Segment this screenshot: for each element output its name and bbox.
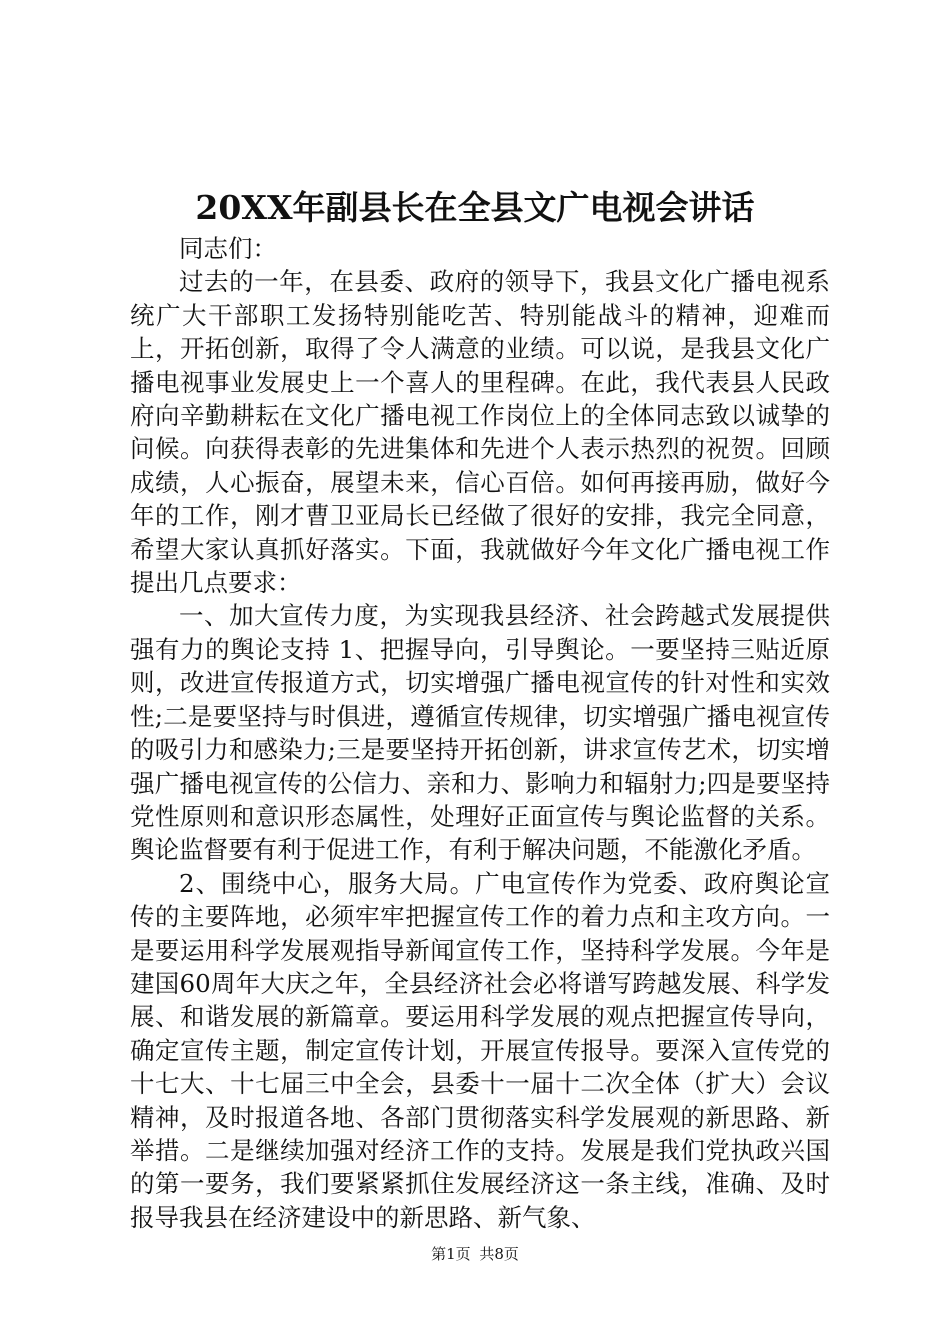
paragraph: 一、加大宣传力度，为实现我县经济、社会跨越式发展提供强有力的舆论支持 1、把握导向，引导舆论。一要坚持三贴近原则，改进宣传报道方式，切实增强广播电视宣传的针对性和实效性;二是要坚持与时俱进，遵循宣传规律，切实增强广播电视宣传的吸引力和感染力;三是要坚持开拓创新，讲求宣传艺术，切实增强广播电视宣传的公信力、亲和力、影响力和辐射力;四是要坚持党性原则和意识形态属性，处理好正面宣传与舆论监督的关系。舆论监督要有利于促进工作，有利于解决问题，不能激化矛盾。 <box>130 601 830 865</box>
page-total: 共8页 <box>479 1245 519 1263</box>
document-body <box>130 232 830 1234</box>
greeting: 同志们： <box>179 234 277 263</box>
page-footer <box>0 1244 950 1264</box>
page-number: 第1页 <box>431 1245 471 1263</box>
document-title: 20XX年副县长在全县文广电视会讲话 <box>195 188 755 227</box>
paragraph: 2、围绕中心，服务大局。广电宣传作为党委、政府舆论宣传的主要阵地，必须牢牢把握宣传工作的着力点和主攻方向。一是要运用科学发展观指导新闻宣传工作，坚持科学发展。今年是建国60周年大庆之年，全县经济社会必将谱写跨越发展、科学发展、和谐发展的新篇章。要运用科学发展的观点把握宣传导向，确定宣传主题，制定宣传计划，开展宣传报导。要深入宣传党的十七大、十七届三中全会，县委十一届十二次全体（扩大）会议精神，及时报道各地、各部门贯彻落实科学发展观的新思路、新举措。二是继续加强对经济工作的支持。发展是我们党执政兴国的第一要务，我们要紧紧抓住发展经济这一条主线，准确、及时报导我县在经济建设中的新思路、新气象、 <box>130 868 830 1232</box>
paragraph: 过去的一年，在县委、政府的领导下，我县文化广播电视系统广大干部职工发扬特别能吃苦、特别能战斗的精神，迎难而上，开拓创新，取得了令人满意的业绩。可以说，是我县文化广播电视事业发展史上一个喜人的里程碑。在此，我代表县人民政府向辛勤耕耘在文化广播电视工作岗位上的全体同志致以诚挚的问候。向获得表彰的先进集体和先进个人表示热烈的祝贺。回顾成绩，人心振奋，展望未来，信心百倍。如何再接再励，做好今年的工作，刚才曹卫亚局长已经做了很好的安排，我完全同意，希望大家认真抓好落实。下面，我就做好今年文化广播电视工作提出几点要求： <box>130 267 830 598</box>
